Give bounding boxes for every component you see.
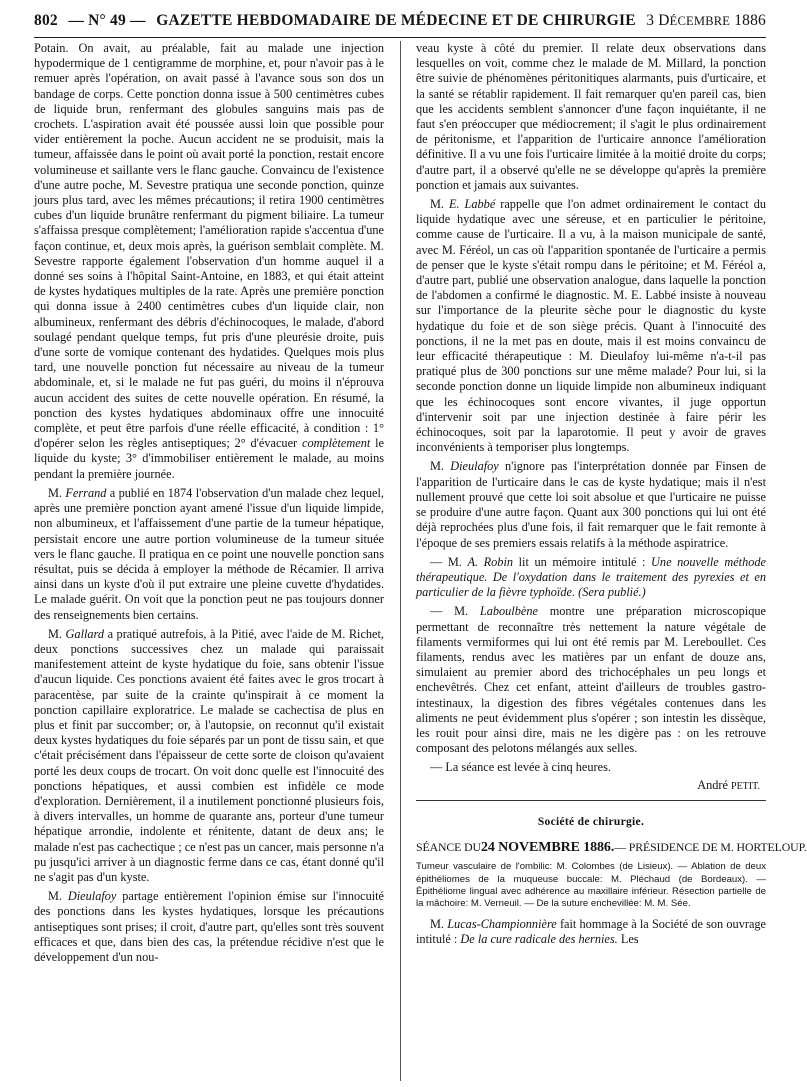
speaker-prefix: — M. (430, 554, 462, 569)
paragraph-ferrand (34, 486, 384, 623)
paragraph-dieulafoy-reply (416, 459, 766, 550)
page-number: 802 (34, 12, 58, 29)
seance-prefix: SÉANCE DU (416, 839, 481, 854)
paragraph-text: fait hommage à la Société de son ouvrage intitulé : (416, 916, 767, 946)
paragraph-text: rappelle que l'on admet ordinairement le contact du liquide hydatique avec une séreuse, et en particulier le péritoine, comme cause de l'urticaire. Il a vu, à la maison municipale de santé, avec M. Féréol, un cas où l'apparition spontanée de l'urticaire a permis de penser que le kyste s'était rompu dans le péritoine; et M. Féréol a, d'autre part, publié une observation analogue, dans laquelle la ponction de l'abdomen a confirmé le diagnostic. M. E. Labbé insiste à nouveau sur l'importance de la pleurite sèche pour le diagnostic du kyste hydatique du foie et de son siège précis. Quant à l'innocuité des ponctions, il ne la met pas en doute, mais il est moins convaincu de leur efficacité thérapeutique : M. Dieulafoy lui-même n'a-t-il pas pratiqué plus de 300 ponctions sur une même malade? Pour lui, si la seconde ponction donne un liquide limpide non albumineux indiquant que les échinocoques sont encore vivantes, il juge opportun d'intervenir soit par une injection destinée à faire périr les échinocoques, soit par la laparotomie. Il peut y avoir de graves inconvénients à temporiser plus longtemps. (416, 197, 766, 455)
seance-presidency: — PRÉSIDENCE DE M. HORTELOUP. (614, 839, 807, 854)
publication-note: (Sera publié.) (578, 585, 646, 600)
book-title: De la cure radicale des hernies. (460, 931, 618, 946)
left-column (34, 41, 384, 1081)
paragraph-dieulafoy-cont: veau kyste à côté du premier. Il relate deux observations dans lesquelles on voit, comme chez le malade de M. Millard, la ponction être suivie de phénomènes péritonitiques alarmants, puis d'urticaire, et la santé se rétablir rapidement. Il fait remarquer qu'en pareil cas, bien que les accidents semblent s'annoncer d'une façon inquiétante, il ne faut s'en préoccuper que médiocrement; il s'agit le plus ordinairement de péritonisme, et l'apparition de l'urticaire annonce l'amélioration définitive. Il a vu une fois l'urticaire limitée à la moitié droite du corps; d'autre part, il a observé qu'elle ne se développe qu'après la première ponction et jamais aux suivantes. (416, 41, 766, 192)
paragraph-text: a publié en 1874 l'observation d'un malade chez lequel, après une première ponction ayant amené l'issue d'un liquide limpide, non albumineux, et l'affaissement d'une partie de la tumeur hépatique, persistait encore une autre portion volumineuse de la tumeur située vers le flanc gauche. Il pratiqua en ce point une nouvelle ponction sans résultat, puis se décida à employer la méthode de Récamier. Il arriva ainsi dans un kyste d'où il put extraire une pleine cuvette d'hydatides. Le malade guérit. On voit que la ponction peut ne pas toujours donner des renseignements bien certains. (34, 485, 385, 622)
society-title: Société de chirurgie. (537, 815, 645, 828)
paragraph-text: partage entièrement l'opinion émise sur l'innocuité des ponctions dans les kystes hydatiques, lorsque les précautions antiseptiques sont prises; il croit, d'autre part, qu'elles sont très souvent efficaces et que, dans bien des cas, la prétendue récidive n'est que le développement d'un nou- (34, 889, 385, 964)
speaker-prefix: M. (48, 626, 63, 641)
memoir-title: Une nouvelle méthode thérapeutique. De l'oxydation dans le traitement des pyrexies et en particulier de la fièvre typhoïde. (416, 554, 767, 600)
paragraph-gallard (34, 627, 384, 885)
issue-number: — N° 49 — (68, 12, 146, 29)
section-divider (416, 800, 766, 801)
session-summary: Tumeur vasculaire de l'ombilic: M. Colombes (de Lisieux). — Ablation de deux épithéliomes de la muqueuse buccale: M. Pléchaud (de Bordeaux). — Épithéliome lingual avec adhérence au maxillaire inférieur. Résection partielle de la mâchoire: M. Verneuil. — De la suture enchevillée: M. M. Sée. (416, 861, 766, 910)
seance-line (416, 839, 807, 855)
paragraph-labbe (416, 197, 766, 455)
speaker-prefix: M. (430, 916, 445, 931)
right-column (416, 41, 807, 1081)
paragraph-text: n'ignore pas l'interprétation donnée par Finsen de l'apparition de l'urticaire dans le cas de kyste hydatique; mais il n'est nullement prouvé que cette loi soit absolue et que l'urticaire ne puisse se produire d'une autre façon. Quant aux 300 ponctions qui lui ont été déjà reprochées plus d'une fois, il fait remarquer que le fait remonte à l'époque de ses premiers essais relatifs à la méthode aspiratrice. (416, 459, 766, 550)
two-column-body (34, 41, 807, 1081)
signature-first-name: André (697, 777, 728, 792)
paragraph-lucas-championniere (416, 917, 766, 947)
signature-last-name: PETIT. (731, 780, 760, 792)
speaker-prefix: M. (430, 197, 445, 212)
paragraph-text: le liquide du kyste; 3° d'immobiliser entièrement le malade, au moins pendant la première journée. (34, 436, 385, 481)
emphasis: complètement (301, 436, 371, 451)
paragraph-dieulafoy (34, 889, 384, 965)
paragraph-sevestre (34, 41, 384, 482)
speaker-prefix: M. (48, 485, 63, 500)
speaker-name: E. Labbé (448, 197, 496, 212)
speaker-name: Ferrand (65, 485, 107, 500)
paragraph-robin (416, 555, 766, 601)
paragraph-closing: — La séance est levée à cinq heures. (430, 760, 611, 775)
speaker-prefix: — M. (430, 604, 469, 619)
paragraph-text: a pratiqué autrefois, à la Pitié, avec l'aide de M. Richet, deux ponctions successives chez un malade qui paraissait manifestement atteint de kyste hydatique du foie, sans obtenir l'issue d'aucun liquide. Ces ponctions avaient été faites avec le gros trocart à paracentèse, par suite de la crainte qu'inspirait à ce moment la ponction capillaire exploratrice. Le malade se cachectisa de plus en plus et finit par succomber; or, à l'autopsie, on reconnut qu'il existait deux kystes hydatiques du foie séparés par un pont de tissu sain, et que c'était précisément dans l'épaisseur de cette sorte de cloison qu'avaient porté les deux coups de trocart. On voit donc quelle est l'innocuité des ponctions hépatiques, et aussi combien est infidèle ce mode d'exploration. Dernièrement, il a inutilement ponctionné plusieurs fois, à divers intervalles, un homme de quarante ans, porteur d'une tumeur hépatique arrondie, indolente et rénitente, datant de deux ans; le malade n'est pas cachectique ; ce n'est pas un cancer, mais personne n'a pu jusqu'ici arriver à un diagnostic ferme dans ce cas, étant donné qu'il ne s'agit pas d'un kyste. (34, 626, 385, 884)
paragraph-text: Les (620, 931, 639, 946)
issue-date-month: ÉCEMBRE (669, 14, 731, 28)
paragraph-text: montre une préparation microscopique permettant de reconnaître très nettement la nature végétale de filaments vermiformes qui lui ont été remis par M. Lereboullet. Ces filaments, rendus avec les matières par un enfant de douze ans, simulaient au premier abord des trichocéphales un peu longs et enchevêtrés. Chez cet enfant, atteint d'ailleurs de troubles gastro-intestinaux, la digestion des fibres végétales contenues dans les aliments ne peut évidemment plus s'opérer ; son intestin les dissèque, les rouit pour ainsi dire, mais ne les digère pas : on les retrouve composant des pelotons mélangés aux selles. (416, 604, 766, 756)
paragraph-text: lit un mémoire intitulé : (518, 554, 646, 569)
seance-date: 24 NOVEMBRE 1886. (480, 839, 615, 855)
speaker-name: Dieulafoy (450, 459, 499, 474)
author-signature (416, 778, 760, 794)
paragraph-laboulbene (416, 604, 766, 756)
speaker-name: Lucas-Championnière (447, 916, 557, 931)
speaker-name: A. Robin (467, 554, 514, 569)
issue-date-year: 1886 (734, 12, 766, 29)
speaker-name: Gallard (65, 626, 105, 641)
running-header (34, 12, 766, 38)
issue-date (646, 12, 766, 30)
journal-title: GAZETTE HEBDOMADAIRE DE MÉDECINE ET DE CHIRURGIE (156, 12, 636, 29)
issue-date-day: 3 D (646, 12, 670, 29)
speaker-prefix: M. (48, 889, 63, 904)
speaker-prefix: M. (430, 459, 445, 474)
speaker-name: Laboulbène (479, 604, 538, 619)
speaker-name: Dieulafoy (67, 889, 117, 904)
paragraph-text: Potain. On avait, au préalable, fait au malade une injection hypodermique de 1 centigramme de morphine, et, pour n'avoir pas à le remuer après l'opération, on avait passé à l'avance sous son dos un bandage de corps. Cette ponction donna issue à 500 centimètres cubes de liquide brun, renfermant des globules sanguins mais pas de crochets. L'aspiration avait été poussée aussi loin que possible pour vider entièrement la poche. Aucun accident ne se produisit, mais la tumeur, affaissée dans le point où avait porté la ponction, restait encore volumineuse et saillante vers le flanc gauche. Convaincu de l'existence d'une autre poche, M. Sevestre pratiqua une seconde ponction, quinze jours plus tard, avec les mêmes précautions; il retira 1900 centimètres cubes d'un liquide brunâtre renfermant du pigment biliaire. La tumeur s'affaissa presque complètement; l'amélioration rapide s'accentua d'une façon continue, et, deux mois après, la guérison semblait complète. M. Sevestre rapporte également l'observation d'un homme auquel il a donné ses soins à l'hôpital Saint-Antoine, en 1883, et qui était atteint de kystes hydatiques multiples de la rate. Après une première ponction qui donna issue à 2400 centimètres cubes d'un liquide clair, non albumineux, renfermant des débris d'échinocoques, le malade, d'abord soulagé pendant quelque temps, fut pris d'une pleurésie droite, puis d'une sorte de vomique contenant des hydatides. Quelques mois plus tard, une nouvelle ponction fut nécessaire au niveau de la tumeur abdominale, et, si le malade ne fut pas guéri, du moins il n'éprouva aucun accident des suites de cette nouvelle opération. En résumé, la ponction des kystes hydatiques abdominaux offre une innocuité complète, et peut être parfois d'une réelle efficacité, à condition : 1° d'opérer selon les règles antiseptiques; 2° d'évacuer (34, 41, 384, 451)
